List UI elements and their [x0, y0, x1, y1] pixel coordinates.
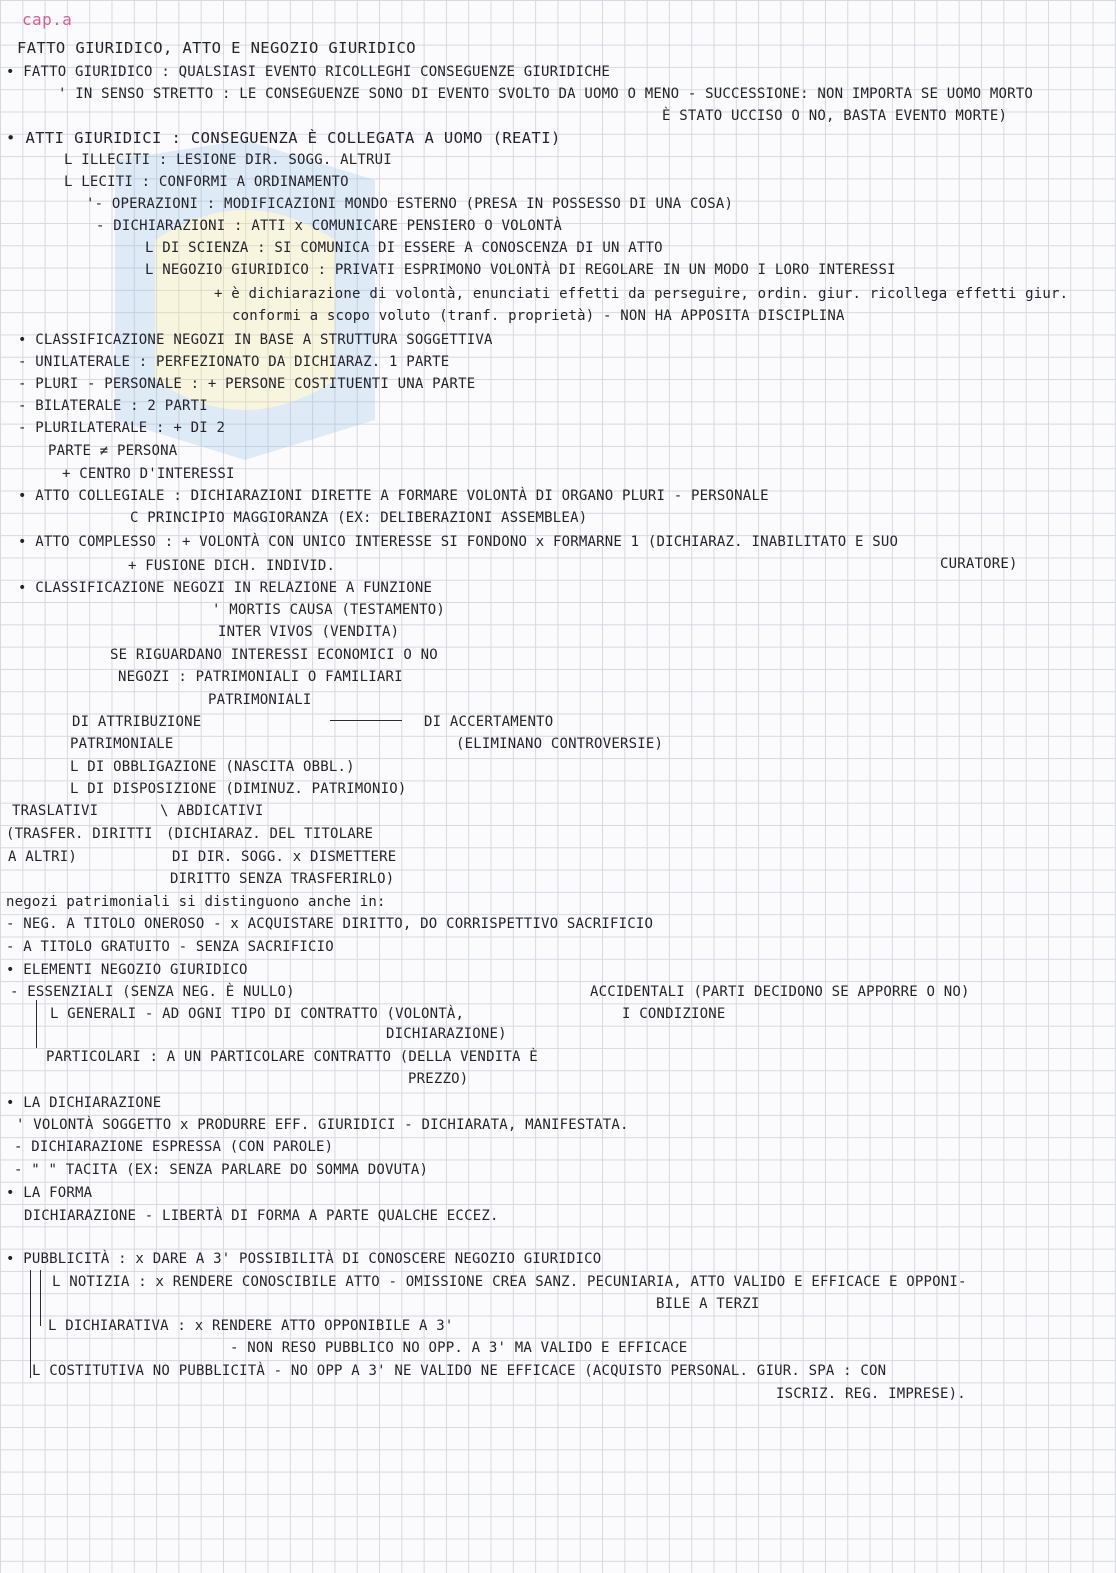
note-si-distinguono: negozi patrimoniali si distinguono anche in: [6, 894, 386, 910]
note-tacita: - " " TACITA (EX: SENZA PARLARE DO SOMMA DOVUTA) [14, 1162, 429, 1178]
note-patrimoniali-familiari: NEGOZI : PATRIMONIALI O FAMILIARI [118, 669, 403, 685]
note-dichiarazioni: - DICHIARAZIONI : ATTI x COMUNICARE PENSIERO O VOLONTÀ [96, 218, 562, 234]
note-condizione: I CONDIZIONE [622, 1006, 726, 1022]
note-negozio-giuridico: L NEGOZIO GIURIDICO : PRIVATI ESPRIMONO VOLONTÀ DI REGOLARE IN UN MODO I LORO INTERESSI [145, 262, 896, 278]
note-dichiaraz-titolare: (DICHIARAZ. DEL TITOLARE [166, 826, 374, 842]
note-pluri-personale: - PLURI - PERSONALE : + PERSONE COSTITUENTI UNA PARTE [18, 376, 476, 392]
note-iscriz-reg-imprese: ISCRIZ. REG. IMPRESE). [776, 1386, 966, 1402]
note-leciti: L LECITI : CONFORMI A ORDINAMENTO [64, 174, 349, 190]
note-senso-stretto: ' IN SENSO STRETTO : LE CONSEGUENZE SONO DI EVENTO SVOLTO DA UOMO O MENO - SUCCESSIONE: NON IMPORTA SE UOMO MORTO [58, 86, 1034, 102]
bracket-pubblicita-outer [30, 1270, 31, 1378]
note-senza-trasferirlo: DIRITTO SENZA TRASFERIRLO) [170, 871, 395, 887]
note-accidentali: ACCIDENTALI (PARTI DECIDONO SE APPORRE O NO) [590, 984, 970, 1000]
note-bilaterale: - BILATERALE : 2 PARTI [18, 398, 208, 414]
note-atto-complesso: • ATTO COMPLESSO : + VOLONTÀ CON UNICO INTERESSE SI FONDONO x FORMARNE 1 (DICHIARAZ. INABILITATO E SUO [18, 534, 899, 550]
heading-dichiarazione: • LA DICHIARAZIONE [6, 1095, 162, 1111]
note-trasfer-diritti: (TRASFER. DIRITTI [6, 826, 153, 842]
connector-line [330, 720, 402, 721]
note-notizia: L NOTIZIA : x RENDERE CONOSCIBILE ATTO - OMISSIONE CREA SANZ. PECUNIARIA, ATTO VALIDO E EFFICACE E OPPONI- [52, 1274, 967, 1290]
note-plurilaterale: - PLURILATERALE : + DI 2 [18, 420, 226, 436]
note-di-disposizione: L DI DISPOSIZIONE (DIMINUZ. PATRIMONIO) [70, 781, 407, 797]
heading-pubblicita: • PUBBLICITÀ : x DARE A 3' POSSIBILITÀ DI CONOSCERE NEGOZIO GIURIDICO [6, 1251, 602, 1267]
heading-forma: • LA FORMA [6, 1185, 93, 1201]
note-titolo-oneroso: - NEG. A TITOLO ONEROSO - x ACQUISTARE DIRITTO, DO CORRISPETTIVO SACRIFICIO [6, 916, 654, 932]
heading-fatto-atto-negozio: FATTO GIURIDICO, ATTO E NEGOZIO GIURIDICO [17, 39, 417, 57]
note-centro-interessi: + CENTRO D'INTERESSI [62, 466, 235, 482]
note-di-accertamento: DI ACCERTAMENTO [424, 714, 554, 730]
note-di-scienza: L DI SCIENZA : SI COMUNICA DI ESSERE A CONOSCENZA DI UN ATTO [145, 240, 663, 256]
note-senso-stretto-cont: È STATO UCCISO O NO, BASTA EVENTO MORTE) [662, 108, 1008, 124]
note-parte-persona: PARTE ≠ PERSONA [48, 443, 178, 459]
note-opponibile-terzi: BILE A TERZI [656, 1296, 760, 1312]
note-patrimoniali: PATRIMONIALI [208, 692, 312, 708]
note-volonta-soggetto: ' VOLONTÀ SOGGETTO x PRODURRE EFF. GIURIDICI - DICHIARATA, MANIFESTATA. [16, 1117, 629, 1133]
heading-classificazione-funzione: • CLASSIFICAZIONE NEGOZI IN RELAZIONE A FUNZIONE [18, 580, 433, 596]
note-fatto-giuridico: • FATTO GIURIDICO : QUALSIASI EVENTO RICOLLEGHI CONSEGUENZE GIURIDICHE [6, 64, 611, 80]
note-dichiarazione-volonta: + è dichiarazione di volontà, enunciati effetti da perseguire, ordin. giur. ricollega effetti giur. [214, 286, 1069, 302]
note-di-obbligazione: L DI OBBLIGAZIONE (NASCITA OBBL.) [70, 759, 355, 775]
note-atto-collegiale: • ATTO COLLEGIALE : DICHIARAZIONI DIRETTE A FORMARE VOLONTÀ DI ORGANO PLURI - PERSONALE [18, 488, 769, 504]
note-operazioni: '- OPERAZIONI : MODIFICAZIONI MONDO ESTERNO (PRESA IN POSSESSO DI UNA COSA) [86, 196, 734, 212]
note-prezzo: PREZZO) [408, 1071, 469, 1087]
heading-atti-giuridici: • ATTI GIURIDICI : CONSEGUENZA È COLLEGATA A UOMO (REATI) [6, 129, 561, 147]
note-non-reso-pubblico: - NON RESO PUBBLICO NO OPP. A 3' MA VALIDO E EFFICACE [230, 1340, 688, 1356]
bracket-elementi [36, 1000, 37, 1048]
note-costitutiva: L COSTITUTIVA NO PUBBLICITÀ - NO OPP A 3' NE VALIDO NE EFFICACE (ACQUISTO PERSONAL. GIUR. SPA : CON [32, 1363, 887, 1379]
note-patrimoniale: PATRIMONIALE [70, 736, 174, 752]
note-di-attribuzione: DI ATTRIBUZIONE [72, 714, 202, 730]
note-dismettere: DI DIR. SOGG. x DISMETTERE [172, 849, 397, 865]
note-a-altri: A ALTRI) [8, 849, 78, 865]
note-conformi-scopo: conformi a scopo voluto (tranf. proprietà) - NON HA APPOSITA DISCIPLINA [232, 308, 845, 324]
heading-classificazione-struttura: • CLASSIFICAZIONE NEGOZI IN BASE A STRUTTURA SOGGETTIVA [18, 332, 493, 348]
note-unilaterale: - UNILATERALE : PERFEZIONATO DA DICHIARAZ. 1 PARTE [18, 354, 450, 370]
note-illeciti: L ILLECITI : LESIONE DIR. SOGG. ALTRUI [64, 152, 392, 168]
note-mortis-causa: ' MORTIS CAUSA (TESTAMENTO) [212, 602, 445, 618]
note-dichiarazione-elem: DICHIARAZIONE) [386, 1026, 507, 1042]
note-titolo-gratuito: - A TITOLO GRATUITO - SENZA SACRIFICIO [6, 939, 334, 955]
note-liberta-forma: DICHIARAZIONE - LIBERTÀ DI FORMA A PARTE QUALCHE ECCEZ. [24, 1208, 499, 1224]
note-abdicativi: \ ABDICATIVI [160, 803, 264, 819]
page-tag: cap.a [22, 10, 73, 29]
bracket-pubblicita-inner [40, 1270, 41, 1326]
note-dichiarativa: L DICHIARATIVA : x RENDERE ATTO OPPONIBILE A 3' [48, 1318, 454, 1334]
note-eliminano-controversie: (ELIMINANO CONTROVERSIE) [456, 736, 664, 752]
note-generali: L GENERALI - AD OGNI TIPO DI CONTRATTO (VOLONTÀ, [50, 1006, 465, 1022]
note-essenziali: - ESSENZIALI (SENZA NEG. È NULLO) [10, 984, 295, 1000]
heading-elementi-negozio: • ELEMENTI NEGOZIO GIURIDICO [6, 962, 248, 978]
note-inter-vivos: INTER VIVOS (VENDITA) [218, 624, 400, 640]
note-espressa: - DICHIARAZIONE ESPRESSA (CON PAROLE) [14, 1139, 334, 1155]
note-traslativi: TRASLATIVI [12, 803, 99, 819]
note-interessi-economici: SE RIGUARDANO INTERESSI ECONOMICI O NO [110, 647, 438, 663]
note-particolari: PARTICOLARI : A UN PARTICOLARE CONTRATTO (DELLA VENDITA È [46, 1049, 538, 1065]
note-fusione: + FUSIONE DICH. INDIVID. [128, 558, 336, 574]
note-principio-maggioranza: C PRINCIPIO MAGGIORANZA (EX: DELIBERAZIONI ASSEMBLEA) [130, 510, 588, 526]
note-curatore: CURATORE) [940, 556, 1018, 572]
